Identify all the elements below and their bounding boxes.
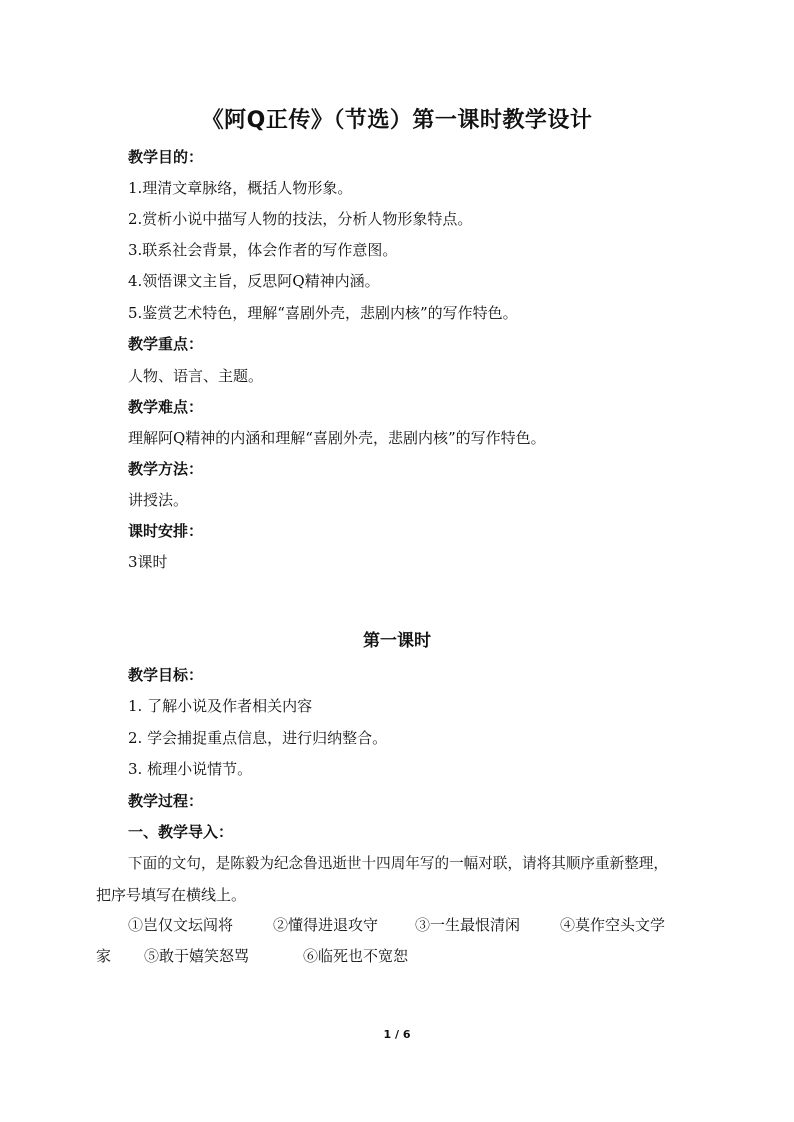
goal-item: 2. 学会捕捉重点信息，进行归纳整合。 — [128, 729, 388, 747]
schedule-text: 3课时 — [128, 553, 168, 571]
goals-heading: 教学目标： — [128, 666, 204, 684]
couplet-option: ②懂得进退攻守 — [273, 916, 379, 934]
purpose-item: 3.联系社会背景，体会作者的写作意图。 — [128, 241, 398, 259]
goal-item: 3. 梳理小说情节。 — [128, 760, 253, 778]
page-number: 1 / 6 — [383, 1028, 411, 1041]
purpose-item: 2.赏析小说中描写人物的技法，分析人物形象特点。 — [128, 210, 473, 228]
purpose-item: 4.领悟课文主旨，反思阿Q精神内涵。 — [128, 272, 380, 290]
purpose-heading: 教学目的： — [128, 148, 204, 166]
process-heading: 教学过程： — [128, 792, 204, 810]
key-points-heading: 教学重点： — [128, 335, 204, 353]
methods-text: 讲授法。 — [128, 491, 189, 509]
couplet-option: ④莫作空头文学 — [560, 916, 666, 934]
lesson-title: 第一课时 — [363, 631, 431, 651]
couplet-option: ①岂仅文坛闯将 — [128, 916, 234, 934]
couplet-option: ③一生最恨清闲 — [415, 916, 521, 934]
page-title: 《阿Q正传》（节选）第一课时教学设计 — [201, 108, 593, 133]
difficulties-text: 理解阿Q精神的内涵和理解“喜剧外壳，悲剧内核”的写作特色。 — [128, 429, 546, 447]
intro-heading: 一、教学导入： — [128, 823, 234, 841]
intro-paragraph-line: 把序号填写在横线上。 — [96, 886, 247, 904]
methods-heading: 教学方法： — [128, 460, 204, 478]
schedule-heading: 课时安排： — [128, 522, 204, 540]
couplet-option: ⑤敢于嬉笑怒骂 — [144, 947, 250, 965]
intro-paragraph-line: 下面的文句，是陈毅为纪念鲁迅逝世十四周年写的一幅对联，请将其顺序重新整理， — [128, 855, 668, 872]
key-points-text: 人物、语言、主题。 — [128, 367, 264, 385]
purpose-item: 5.鉴赏艺术特色，理解“喜剧外壳，悲剧内核”的写作特色。 — [128, 304, 518, 322]
couplet-option: ⑥临死也不宽恕 — [303, 947, 409, 965]
difficulties-heading: 教学难点： — [128, 398, 204, 416]
purpose-item: 1.理清文章脉络，概括人物形象。 — [128, 179, 353, 197]
couplet-wrap-text: 家 — [96, 947, 112, 965]
goal-item: 1. 了解小说及作者相关内容 — [128, 697, 313, 715]
